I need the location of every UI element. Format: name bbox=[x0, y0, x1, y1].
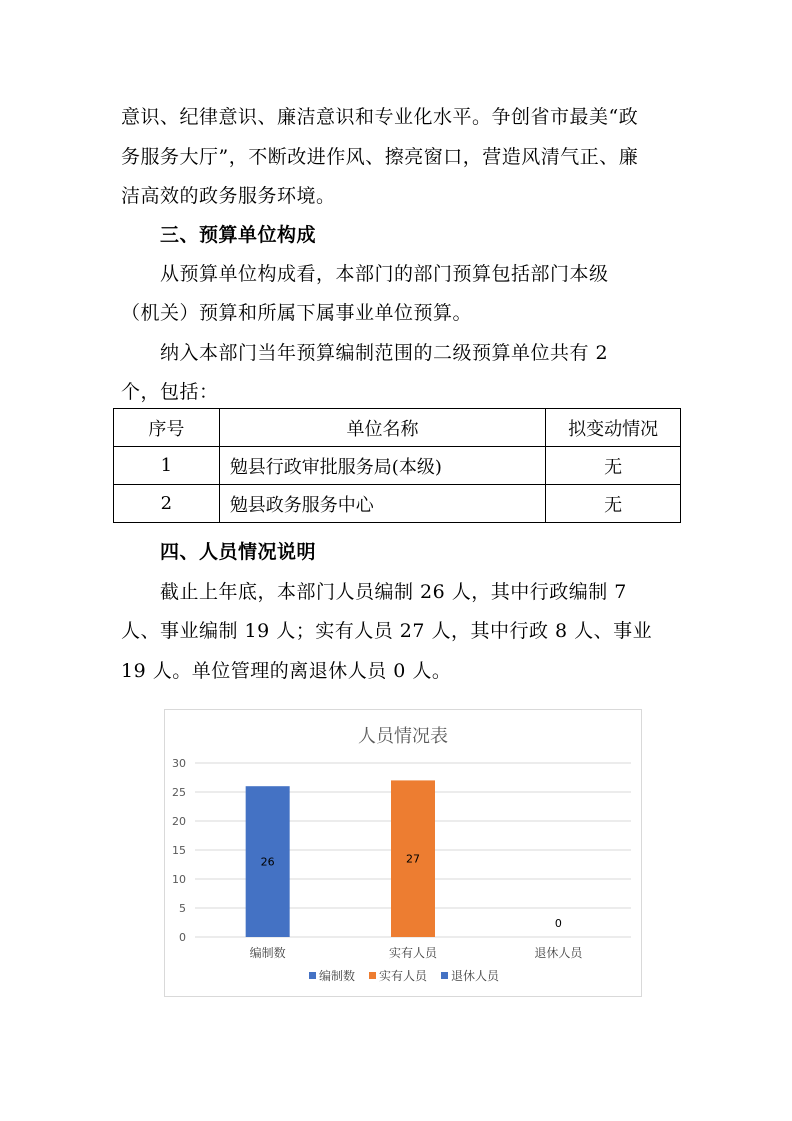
paragraph-line: 纳入本部门当年预算编制范围的二级预算单位共有 2 bbox=[160, 342, 609, 364]
staff-chart bbox=[164, 709, 642, 997]
table-cell: 勉县行政审批服务局(本级) bbox=[219, 447, 545, 485]
x-tick-label: 实有人员 bbox=[388, 946, 438, 960]
paragraph-line: 洁高效的政务服务环境。 bbox=[121, 185, 336, 207]
y-tick-label: 10 bbox=[172, 873, 186, 886]
legend-label: 编制数 bbox=[319, 969, 356, 983]
table-cell: 勉县政务服务中心 bbox=[219, 485, 545, 523]
table-header-cell: 单位名称 bbox=[219, 409, 545, 447]
paragraph-line: 从预算单位构成看，本部门的部门预算包括部门本级 bbox=[160, 263, 609, 285]
table-row bbox=[114, 485, 681, 523]
table-header-row bbox=[114, 409, 681, 447]
y-tick-label: 0 bbox=[179, 931, 186, 944]
y-tick-label: 5 bbox=[179, 902, 186, 915]
y-tick-label: 30 bbox=[172, 757, 186, 770]
section-heading-3: 三、预算单位构成 bbox=[160, 224, 317, 246]
y-tick-label: 25 bbox=[172, 786, 186, 799]
table-cell: 1 bbox=[114, 447, 220, 485]
paragraph-line: 截止上年底，本部门人员编制 26 人，其中行政编制 7 bbox=[160, 581, 627, 603]
budget-units-table bbox=[113, 408, 681, 523]
paragraph-line: （机关）预算和所属下属事业单位预算。 bbox=[121, 302, 473, 324]
table-row bbox=[114, 447, 681, 485]
table-header-cell: 序号 bbox=[114, 409, 220, 447]
paragraph-line: 务服务大厅”，不断改进作风、擦亮窗口，营造风清气正、廉 bbox=[121, 146, 639, 168]
chart-plot bbox=[165, 710, 643, 998]
data-label: 26 bbox=[260, 855, 275, 869]
legend-swatch bbox=[309, 972, 316, 979]
paragraph-line: 19 人。单位管理的离退休人员 0 人。 bbox=[121, 660, 452, 682]
legend-label: 实有人员 bbox=[379, 969, 428, 983]
x-tick-label: 退休人员 bbox=[534, 946, 583, 960]
data-label: 0 bbox=[554, 917, 562, 930]
section-heading-4: 四、人员情况说明 bbox=[160, 541, 317, 563]
paragraph-line: 个，包括： bbox=[121, 381, 219, 403]
legend-swatch bbox=[441, 972, 448, 979]
paragraph-line: 意识、纪律意识、廉洁意识和专业化水平。争创省市最美“政 bbox=[121, 106, 639, 128]
y-tick-label: 20 bbox=[172, 815, 186, 828]
data-label: 27 bbox=[406, 852, 420, 866]
x-tick-label: 编制数 bbox=[249, 946, 286, 960]
table-cell: 无 bbox=[546, 447, 681, 485]
chart-title: 人员情况表 bbox=[358, 726, 448, 747]
paragraph-line: 人、事业编制 19 人；实有人员 27 人，其中行政 8 人、事业 bbox=[121, 620, 653, 642]
table-cell: 无 bbox=[546, 485, 681, 523]
legend-swatch bbox=[369, 972, 376, 979]
legend-label: 退休人员 bbox=[451, 969, 500, 983]
table-header-cell: 拟变动情况 bbox=[546, 409, 681, 447]
y-tick-label: 15 bbox=[172, 844, 186, 857]
table-cell: 2 bbox=[114, 485, 220, 523]
